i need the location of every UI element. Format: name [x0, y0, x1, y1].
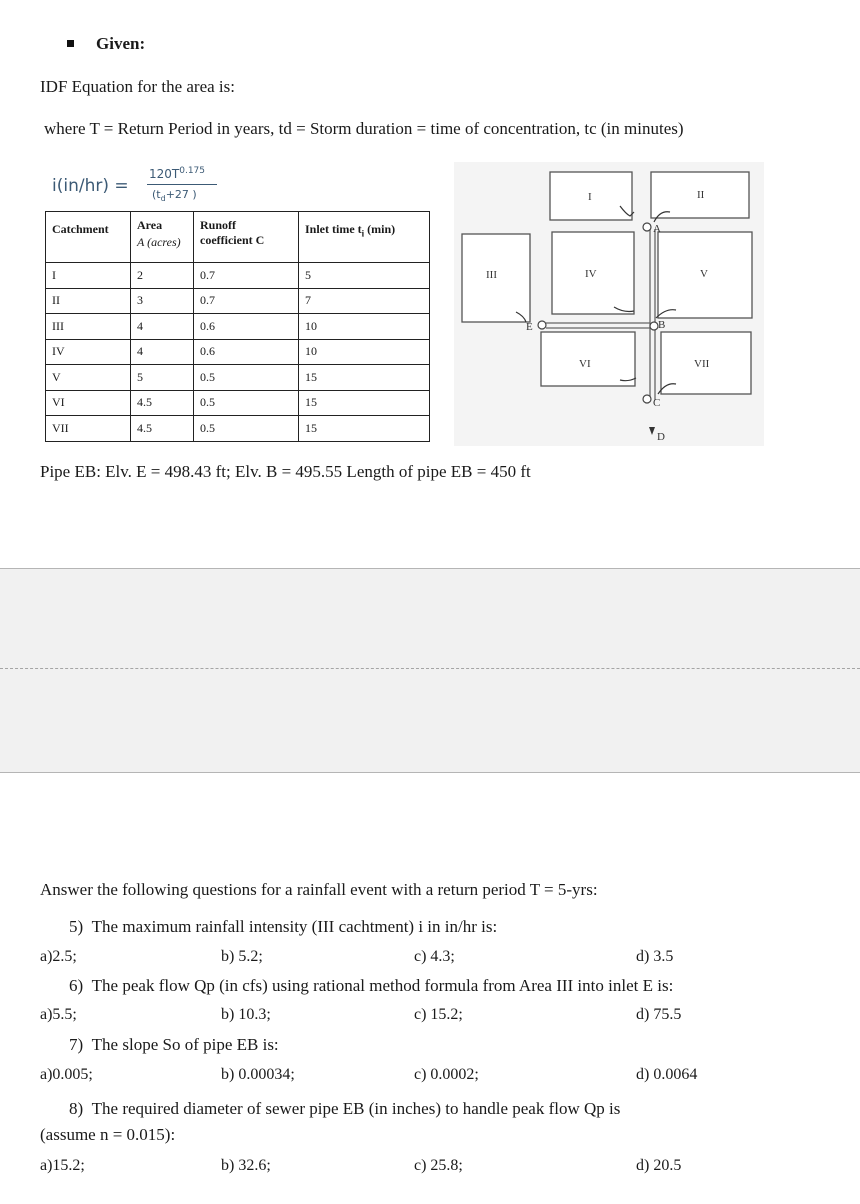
q5-option-b: b) 5.2;: [221, 948, 263, 965]
table-row: VII 4.5 0.5 15: [46, 416, 430, 442]
page-break-line: [0, 668, 860, 669]
idf-intro: IDF Equation for the area is:: [40, 77, 235, 96]
catchment-table: [45, 211, 430, 442]
node-label: A: [653, 223, 661, 235]
q5-option-c: c) 4.3;: [414, 948, 455, 965]
area-label: III: [486, 269, 497, 281]
node-label: B: [658, 319, 666, 331]
area-label: V: [700, 268, 708, 280]
q5-option-d: d) 3.5: [636, 948, 674, 965]
header-runoff: Runoff coefficient C: [194, 212, 299, 263]
q7-option-c: c) 0.0002;: [414, 1066, 479, 1083]
table-row: II 3 0.7 7: [46, 288, 430, 314]
idf-variable-definitions: where T = Return Period in years, td = Storm duration = time of concentration, tc (in minutes): [44, 119, 684, 138]
outlet-arrow: [649, 427, 655, 435]
node-B: [650, 322, 658, 330]
q7-option-a: a)0.005;: [40, 1066, 93, 1083]
question-8: 8) The required diameter of sewer pipe EB (in inches) to handle peak flow Qp is: [69, 1099, 621, 1118]
area-label: IV: [585, 268, 597, 280]
q6-option-a: a)5.5;: [40, 1006, 77, 1023]
q6-option-b: b) 10.3;: [221, 1006, 271, 1023]
table-header-row: [46, 212, 430, 263]
bullet-marker: [67, 40, 74, 47]
q8-option-a: a)15.2;: [40, 1157, 85, 1174]
pipe-eb-info: Pipe EB: Elv. E = 498.43 ft; Elv. B = 495.55 Length of pipe EB = 450 ft: [40, 462, 531, 481]
question-7: 7) The slope So of pipe EB is:: [69, 1035, 279, 1054]
formula-denominator: ($t_d+27$ ): [152, 188, 197, 204]
questions-intro: Answer the following questions for a rainfall event with a return period T = 5-yrs:: [40, 880, 598, 899]
node-label: E: [526, 321, 533, 333]
table-row: III 4 0.6 10: [46, 314, 430, 340]
question-8-cont: (assume n = 0.015):: [40, 1125, 176, 1144]
header-catchment: Catchment: [46, 212, 131, 263]
question-6: 6) The peak flow Qp (in cfs) using rational method formula from Area III into inlet E is:: [69, 976, 674, 995]
formula-numerator: $120T^{0.175}$: [149, 166, 205, 181]
node-E: [538, 321, 546, 329]
area-label: VII: [694, 358, 710, 370]
q6-option-c: c) 15.2;: [414, 1006, 463, 1023]
fraction-bar: [147, 184, 217, 185]
formula-lhs: i(in/hr) =: [52, 176, 129, 196]
node-A: [643, 223, 651, 231]
node-label: C: [653, 397, 661, 409]
q5-option-a: a)2.5;: [40, 948, 77, 965]
q8-option-b: b) 32.6;: [221, 1157, 271, 1174]
area-label: VI: [579, 358, 591, 370]
node-label: D: [657, 431, 665, 443]
table-row: I 2 0.7 5: [46, 263, 430, 289]
q7-option-b: b) 0.00034;: [221, 1066, 295, 1083]
q8-option-d: d) 20.5: [636, 1157, 682, 1174]
node-C: [643, 395, 651, 403]
q6-option-d: d) 75.5: [636, 1006, 682, 1023]
table-row: VI 4.5 0.5 15: [46, 390, 430, 416]
given-heading: Given:: [96, 34, 146, 53]
table-row: V 5 0.5 15: [46, 365, 430, 391]
area-label: I: [588, 191, 592, 203]
question-5: 5) The maximum rainfall intensity (III cachtment) i in in/hr is:: [69, 917, 498, 936]
q7-option-d: d) 0.0064: [636, 1066, 698, 1083]
header-inlet-time: Inlet time $t_i$ (min): [299, 212, 430, 263]
drainage-diagram: [454, 162, 764, 446]
area-label: II: [697, 189, 705, 201]
header-area: Area A (acres): [131, 212, 194, 263]
page-break-area: [0, 568, 860, 773]
q8-option-c: c) 25.8;: [414, 1157, 463, 1174]
table-row: IV 4 0.6 10: [46, 339, 430, 365]
